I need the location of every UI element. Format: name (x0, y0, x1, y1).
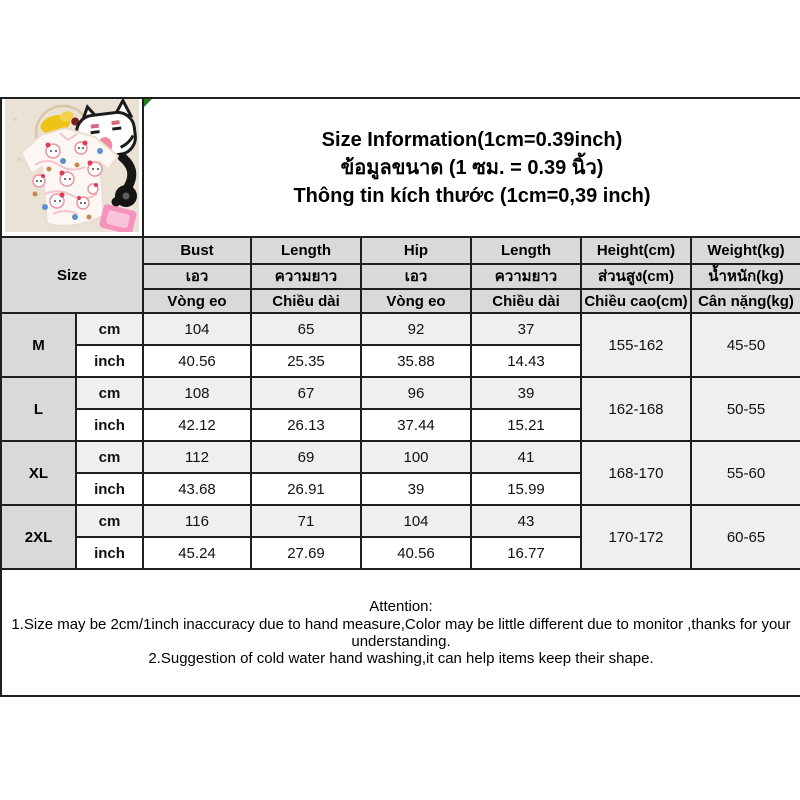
attention-line-1: 1.Size may be 2cm/1inch inaccuracy due to hand measure,Color may be little different due to monitor ,thanks for your understanding. (11, 615, 791, 650)
m-hip-cm: 92 (361, 313, 471, 345)
col-header-length2-th: ความยาว (471, 264, 581, 289)
l-length1-inch: 26.13 (251, 409, 361, 441)
title-cell (143, 98, 800, 237)
xl-length1-inch: 26.91 (251, 473, 361, 505)
col-header-bust-vi: Vòng eo (143, 289, 251, 313)
m-bust-inch: 40.56 (143, 345, 251, 377)
header-row-en (1, 237, 800, 264)
row-m-cm (1, 313, 800, 345)
m-height-range: 155-162 (581, 313, 691, 377)
product-photo-cell (1, 98, 143, 237)
product-photo (5, 99, 139, 232)
unit-inch-label: inch (76, 473, 143, 505)
col-header-hip-th: เอว (361, 264, 471, 289)
l-hip-cm: 96 (361, 377, 471, 409)
2xl-length1-inch: 27.69 (251, 537, 361, 569)
col-header-height-en: Height(cm) (581, 237, 691, 264)
l-length1-cm: 67 (251, 377, 361, 409)
l-bust-cm: 108 (143, 377, 251, 409)
attention-row (1, 569, 800, 696)
l-weight-range: 50-55 (691, 377, 800, 441)
attention-cell (1, 569, 800, 696)
col-header-weight-th: น้ำหนัก(kg) (691, 264, 800, 289)
row-xl-cm (1, 441, 800, 473)
xl-length2-cm: 41 (471, 441, 581, 473)
l-length2-inch: 15.21 (471, 409, 581, 441)
size-label-m: M (1, 313, 76, 377)
m-length1-inch: 25.35 (251, 345, 361, 377)
xl-bust-inch: 43.68 (143, 473, 251, 505)
attention-heading: Attention: (369, 598, 433, 616)
2xl-length1-cm: 71 (251, 505, 361, 537)
col-header-bust-en: Bust (143, 237, 251, 264)
m-weight-range: 45-50 (691, 313, 800, 377)
unit-inch-label: inch (76, 409, 143, 441)
xl-hip-cm: 100 (361, 441, 471, 473)
l-height-range: 162-168 (581, 377, 691, 441)
unit-inch-label: inch (76, 537, 143, 569)
row-2xl-cm (1, 505, 800, 537)
m-bust-cm: 104 (143, 313, 251, 345)
col-header-length1-th: ความยาว (251, 264, 361, 289)
attention-line-2: 2.Suggestion of cold water hand washing,it can help items keep their shape. (148, 650, 654, 667)
size-label-l: L (1, 377, 76, 441)
m-length2-cm: 37 (471, 313, 581, 345)
size-header: Size (1, 237, 143, 313)
size-label-xl: XL (1, 441, 76, 505)
col-header-weight-vi: Cân nặng(kg) (691, 289, 800, 313)
col-header-length2-vi: Chiều dài (471, 289, 581, 313)
unit-inch-label: inch (76, 345, 143, 377)
col-header-bust-th: เอว (143, 264, 251, 289)
2xl-length2-cm: 43 (471, 505, 581, 537)
xl-height-range: 168-170 (581, 441, 691, 505)
col-header-length1-en: Length (251, 237, 361, 264)
col-header-length1-vi: Chiều dài (251, 289, 361, 313)
l-bust-inch: 42.12 (143, 409, 251, 441)
xl-hip-inch: 39 (361, 473, 471, 505)
title-row (1, 98, 800, 237)
2xl-hip-cm: 104 (361, 505, 471, 537)
unit-cm-label: cm (76, 505, 143, 537)
title-line-th: ข้อมูลขนาด (1 ซม. = 0.39 นิ้ว) (340, 156, 604, 179)
excel-corner-marker-icon (144, 99, 152, 107)
col-header-weight-en: Weight(kg) (691, 237, 800, 264)
m-length2-inch: 14.43 (471, 345, 581, 377)
2xl-length2-inch: 16.77 (471, 537, 581, 569)
2xl-bust-inch: 45.24 (143, 537, 251, 569)
col-header-hip-vi: Vòng eo (361, 289, 471, 313)
title-line-vi: Thông tin kích thước (1cm=0,39 inch) (293, 184, 651, 207)
2xl-hip-inch: 40.56 (361, 537, 471, 569)
m-hip-inch: 35.88 (361, 345, 471, 377)
size-chart-table (0, 97, 800, 697)
col-header-length2-en: Length (471, 237, 581, 264)
xl-length2-inch: 15.99 (471, 473, 581, 505)
l-hip-inch: 37.44 (361, 409, 471, 441)
2xl-weight-range: 60-65 (691, 505, 800, 569)
col-header-height-vi: Chiều cao(cm) (581, 289, 691, 313)
unit-cm-label: cm (76, 441, 143, 473)
size-label-2xl: 2XL (1, 505, 76, 569)
xl-bust-cm: 112 (143, 441, 251, 473)
unit-cm-label: cm (76, 313, 143, 345)
2xl-height-range: 170-172 (581, 505, 691, 569)
m-length1-cm: 65 (251, 313, 361, 345)
col-header-height-th: ส่วนสูง(cm) (581, 264, 691, 289)
title-line-en: Size Information(1cm=0.39inch) (321, 128, 623, 151)
xl-weight-range: 55-60 (691, 441, 800, 505)
2xl-bust-cm: 116 (143, 505, 251, 537)
l-length2-cm: 39 (471, 377, 581, 409)
row-l-cm (1, 377, 800, 409)
xl-length1-cm: 69 (251, 441, 361, 473)
col-header-hip-en: Hip (361, 237, 471, 264)
unit-cm-label: cm (76, 377, 143, 409)
